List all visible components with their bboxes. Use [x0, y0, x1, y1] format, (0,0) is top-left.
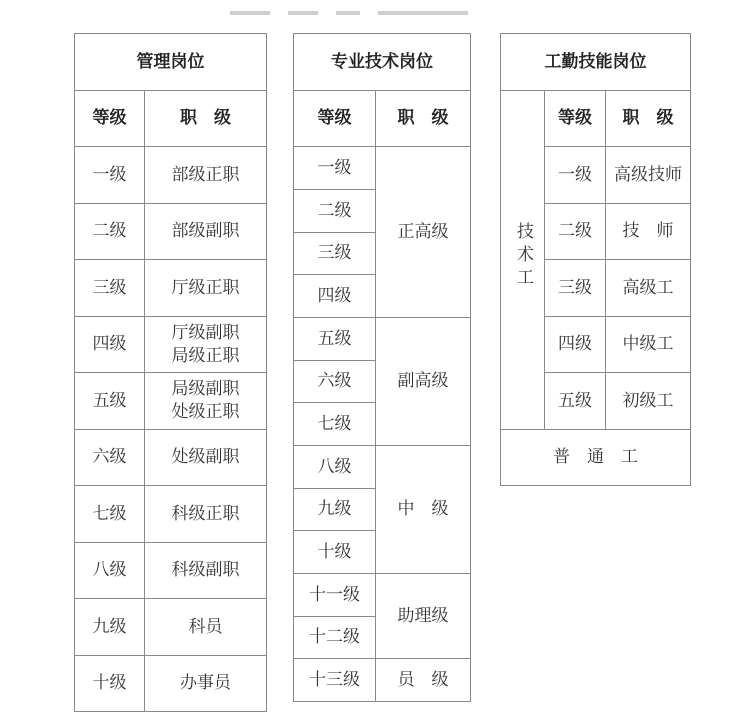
professional-grade: 五级 [294, 318, 376, 361]
professional-grade: 十三级 [294, 659, 376, 702]
professional-grade-header: 等级 [294, 91, 376, 147]
management-rank [145, 373, 267, 430]
professional-title: 专业技术岗位 [294, 34, 471, 91]
worker-general: 普 通 工 [501, 430, 691, 486]
professional-rank-group: 员 级 [376, 659, 471, 702]
professional-rank-group: 助理级 [376, 574, 471, 659]
professional-grade: 七级 [294, 403, 376, 446]
management-rank-header: 职 级 [145, 91, 267, 147]
management-grade: 一级 [75, 147, 145, 204]
worker-rank: 高级工 [606, 260, 691, 317]
worker-rank: 技 师 [606, 204, 691, 260]
professional-grade: 八级 [294, 446, 376, 489]
table-row [75, 543, 267, 599]
professional-rank-header: 职 级 [376, 91, 471, 147]
table-row [75, 599, 267, 656]
table-row [75, 373, 267, 430]
management-rank: 科员 [145, 599, 267, 656]
worker-side-label: 技术工 [512, 222, 533, 292]
professional-grade: 十二级 [294, 617, 376, 659]
table-row [294, 318, 471, 361]
table-row [75, 260, 267, 317]
management-rank: 科级正职 [145, 486, 267, 543]
worker-table [500, 33, 691, 486]
management-grade: 十级 [75, 656, 145, 712]
professional-grade: 十级 [294, 531, 376, 574]
management-grade: 二级 [75, 204, 145, 260]
worker-grade-header: 等级 [545, 91, 606, 147]
table-row [75, 204, 267, 260]
worker-grade: 二级 [545, 204, 606, 260]
cropped-title-remnant [230, 0, 550, 4]
management-rank: 厅级正职 [145, 260, 267, 317]
management-rank: 处级副职 [145, 430, 267, 486]
management-grade: 三级 [75, 260, 145, 317]
management-grade: 九级 [75, 599, 145, 656]
professional-rank-group: 副高级 [376, 318, 471, 446]
worker-rank: 高级技师 [606, 147, 691, 204]
worker-title: 工勤技能岗位 [501, 34, 691, 91]
management-rank-line-1: 局级副职 [171, 379, 240, 400]
worker-side-label-cell [501, 91, 545, 430]
worker-rank: 中级工 [606, 317, 691, 373]
professional-rank-group: 中 级 [376, 446, 471, 574]
worker-grade: 三级 [545, 260, 606, 317]
management-rank: 科级副职 [145, 543, 267, 599]
management-title: 管理岗位 [75, 34, 267, 91]
management-rank: 办事员 [145, 656, 267, 712]
worker-grade: 一级 [545, 147, 606, 204]
professional-rank-group: 正高级 [376, 147, 471, 318]
table-row [501, 430, 691, 486]
management-rank-line-1: 厅级副职 [171, 322, 240, 343]
management-rank-line-2: 处级正职 [171, 402, 240, 422]
table-row [75, 317, 267, 373]
management-rank-line-2: 局级正职 [171, 345, 240, 366]
management-grade-header: 等级 [75, 91, 145, 147]
worker-grade: 五级 [545, 373, 606, 430]
professional-grade: 一级 [294, 147, 376, 190]
management-grade: 六级 [75, 430, 145, 486]
professional-grade: 二级 [294, 190, 376, 233]
table-row [294, 574, 471, 617]
professional-grade: 三级 [294, 233, 376, 275]
table-row [294, 147, 471, 190]
management-grade: 八级 [75, 543, 145, 599]
worker-grade: 四级 [545, 317, 606, 373]
management-rank [145, 317, 267, 373]
table-row [75, 656, 267, 712]
table-row [75, 147, 267, 204]
professional-grade: 十一级 [294, 574, 376, 617]
management-rank: 部级副职 [145, 204, 267, 260]
professional-grade: 九级 [294, 489, 376, 531]
table-row [294, 446, 471, 489]
professional-grade: 四级 [294, 275, 376, 318]
professional-table [293, 33, 471, 702]
worker-rank-header: 职 级 [606, 91, 691, 147]
management-table [74, 33, 267, 712]
table-row [75, 430, 267, 486]
management-grade: 七级 [75, 486, 145, 543]
management-grade: 五级 [75, 373, 145, 430]
worker-rank: 初级工 [606, 373, 691, 430]
management-grade: 四级 [75, 317, 145, 373]
management-rank: 部级正职 [145, 147, 267, 204]
table-row [75, 486, 267, 543]
table-row [294, 659, 471, 702]
professional-grade: 六级 [294, 361, 376, 403]
